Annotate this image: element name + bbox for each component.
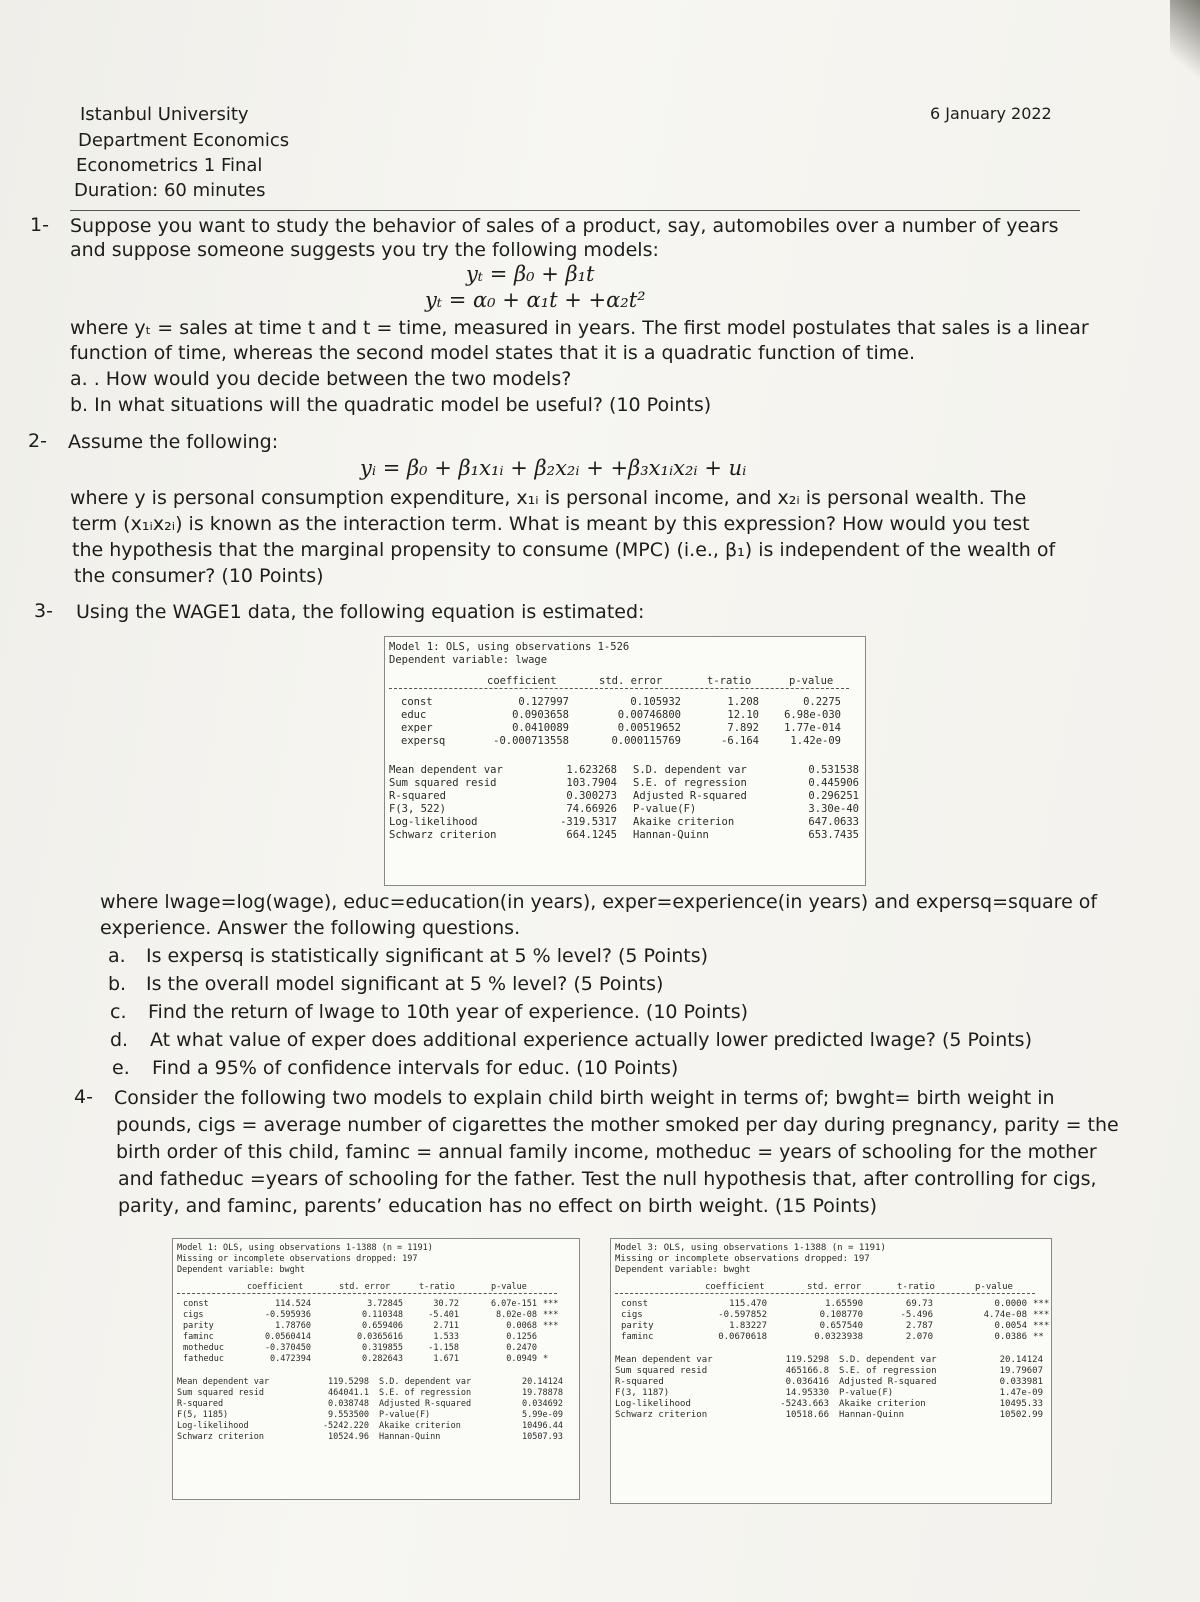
stat-label: P-value(F) [839,1388,894,1398]
std-error-value: 0.319855 [362,1343,403,1353]
stat-value: 10502.99 [999,1410,1043,1420]
t-ratio-header: t-ratio [897,1282,935,1292]
std-error-value: 0.00746800 [617,709,681,721]
stat-label: S.E. of regression [839,1366,937,1376]
stat-label: S.D. dependent var [633,764,747,776]
dependent-variable: Dependent variable: bwght [615,1265,751,1275]
q2-line1: Assume the following: [68,431,279,453]
p-value-value: 0.1256 [506,1332,537,1342]
coefficient-header: coefficient [247,1282,304,1292]
q4-line2: pounds, cigs = average number of cigarettes the mother smoked per day during pregnancy, parity = the [116,1114,1119,1136]
stat-value: 20.14124 [999,1355,1043,1365]
std-error-value: 0.657540 [819,1321,863,1331]
var-name: faminc [621,1332,654,1342]
header-rule [70,210,1080,211]
q4-line4: and fatheduc =years of schooling for the father. Test the null hypothesis that, after controlling for cigs, [118,1168,1097,1190]
q1-equation-linear: yₜ = β₀ + β₁t [466,262,595,286]
var-name: cigs [621,1310,643,1320]
t-ratio-value: 2.787 [905,1321,933,1331]
q1-equation-quadratic: yₜ = α₀ + α₁t + +α₂t² [425,288,646,312]
stat-label: P-value(F) [633,803,697,815]
coefficient-value: 0.0560414 [264,1332,311,1342]
p-value-value: 0.0068 [506,1321,537,1331]
stat-label: F(3, 522) [389,803,446,815]
q1-part-b: b. In what situations will the quadratic model be useful? (10 Points) [70,394,712,416]
stat-value: 20.14124 [522,1377,563,1387]
stat-label: Mean dependent var [389,764,503,776]
var-name: parity [621,1321,654,1331]
t-ratio-value: 1.533 [433,1332,459,1342]
stat-label: Akaike criterion [379,1421,461,1431]
stat-label: F(5, 1185) [177,1410,229,1420]
stat-value: 103.7904 [566,777,617,789]
coefficient-value: 0.0410089 [512,722,569,734]
stat-value: 1.623268 [566,764,617,776]
stat-label: Akaike criterion [839,1399,926,1409]
std-error-value: 0.282643 [362,1354,403,1364]
q3-item-e-text: Find a 95% of confidence intervals for educ. (10 Points) [152,1057,679,1079]
stat-label: S.E. of regression [633,777,747,789]
significance-stars: *** [1033,1310,1050,1320]
stat-value: 14.95330 [785,1388,829,1398]
q1-line2: and suppose someone suggests you try the following models: [70,239,659,261]
var-name: const [621,1299,649,1309]
stat-value: 664.1245 [566,829,617,841]
t-ratio-value: 12.10 [727,709,759,721]
stat-label: Schwarz criterion [389,829,497,841]
stat-value: 653.7435 [808,829,859,841]
p-value-value: 0.0054 [994,1321,1027,1331]
stat-label: Log-likelihood [615,1399,691,1409]
var-name: cigs [183,1310,204,1320]
q1-line4: function of time, whereas the second model states that it is a quadratic function of time. [70,342,915,364]
table-rule [177,1293,557,1294]
t-ratio-value: 2.711 [433,1321,459,1331]
t-ratio-header: t-ratio [707,675,752,687]
coefficient-header: coefficient [705,1282,765,1292]
p-value-value: 0.0386 [994,1332,1027,1342]
q2-line3: term (x₁ᵢx₂ᵢ) is known as the interaction term. What is meant by this expression? How would you test [72,513,1030,535]
stat-label: R-squared [389,790,446,802]
std-error-value: 1.65590 [825,1299,863,1309]
q3-item-d-label: d. [110,1029,129,1051]
p-value-value: 8.02e-08 [496,1310,537,1320]
stat-value: 0.300273 [566,790,617,802]
q3-where-line1: where lwage=log(wage), educ=education(in years), exper=experience(in years) and expersq=square of [100,891,1098,913]
stat-value: 465166.8 [785,1366,829,1376]
p-value-value: 1.77e-014 [784,722,841,734]
stat-value: 647.0633 [808,816,859,828]
q4-line5: parity, and faminc, parents’ education has no effect on birth weight. (15 Points) [118,1195,877,1217]
stat-label: F(3, 1187) [615,1388,670,1398]
university-name: Istanbul University [80,104,249,125]
stat-label: S.E. of regression [379,1388,472,1398]
var-name: expersq [401,735,446,747]
p-value-value: 4.74e-08 [983,1310,1027,1320]
var-name: motheduc [183,1343,224,1353]
var-name: fatheduc [183,1354,224,1364]
model-title: Model 1: OLS, using observations 1-526 [389,641,630,653]
stat-value: 10518.66 [785,1410,829,1420]
significance-stars: *** [1033,1321,1050,1331]
stat-value: 0.038748 [328,1399,369,1409]
significance-stars: *** [543,1310,559,1320]
std-error-header: std. error [599,675,663,687]
q4-line1: Consider the following two models to explain child birth weight in terms of; bwght= birth weight in [114,1087,1055,1109]
stat-label: S.D. dependent var [839,1355,937,1365]
stat-value: -5242.220 [322,1421,369,1431]
exam-duration: Duration: 60 minutes [74,180,266,201]
std-error-value: 0.659406 [362,1321,403,1331]
significance-stars: *** [1033,1299,1050,1309]
significance-stars: *** [543,1299,559,1309]
q1-part-a: a. . How would you decide between the two models? [70,368,572,390]
missing-note: Missing or incomplete observations dropped: 197 [615,1254,870,1264]
significance-stars: * [543,1354,549,1364]
q2-line4: the hypothesis that the marginal propensity to consume (MPC) (i.e., β₁) is independent of the wealth of [72,539,1056,561]
var-name: const [401,696,433,708]
t-ratio-value: 2.070 [905,1332,933,1342]
dependent-variable: Dependent variable: bwght [177,1265,305,1275]
std-error-value: 0.00519652 [617,722,681,734]
stat-label: Hannan-Quinn [633,829,709,841]
coefficient-header: coefficient [487,675,557,687]
stat-value: 10524.96 [328,1432,369,1442]
p-value-value: 0.0949 [506,1354,537,1364]
t-ratio-value: -5.401 [428,1310,459,1320]
q4-model-unrestricted-output [172,1238,580,1500]
coefficient-value: 0.472394 [270,1354,311,1364]
p-value-value: 6.98e-030 [784,709,841,721]
q3-item-d-text: At what value of exper does additional experience actually lower predicted lwage? (5 Points) [150,1029,1032,1051]
std-error-header: std. error [807,1282,862,1292]
t-ratio-value: 1.671 [433,1354,459,1364]
q3-item-a-label: a. [108,945,126,967]
stat-label: Log-likelihood [389,816,478,828]
stat-label: Hannan-Quinn [839,1410,905,1420]
q1-number: 1- [30,214,49,236]
q2-equation: yᵢ = β₀ + β₁x₁ᵢ + β₂x₂ᵢ + +β₃x₁ᵢx₂ᵢ + uᵢ [360,456,747,480]
coefficient-value: -0.370450 [264,1343,311,1353]
p-value-value: 0.2470 [506,1343,537,1353]
var-name: const [183,1299,209,1309]
p-value-value: 6.07e-151 [490,1299,537,1309]
stat-value: 1.47e-09 [999,1388,1043,1398]
stat-label: Sum squared resid [615,1366,708,1376]
std-error-value: 3.72845 [367,1299,403,1309]
t-ratio-value: 30.72 [433,1299,459,1309]
std-error-value: 0.108770 [819,1310,863,1320]
stat-value: 10496.44 [522,1421,563,1431]
p-value-value: 0.0000 [994,1299,1027,1309]
t-ratio-value: -5.496 [900,1310,933,1320]
var-name: educ [401,709,427,721]
std-error-value: 0.0323938 [814,1332,863,1342]
q3-where-line2: experience. Answer the following questions. [100,917,521,939]
coefficient-value: 114.524 [275,1299,311,1309]
std-error-value: 0.000115769 [611,735,681,747]
table-rule [615,1293,1035,1294]
coefficient-value: -0.000713558 [493,735,569,747]
stat-value: 19.78878 [522,1388,563,1398]
stat-label: R-squared [177,1399,224,1409]
t-ratio-value: 69.73 [905,1299,933,1309]
exam-date: 6 January 2022 [930,104,1052,123]
model-title: Model 3: OLS, using observations 1-1388 (n = 1191) [615,1243,886,1253]
missing-note: Missing or incomplete observations dropped: 197 [177,1254,418,1264]
q3-regression-output [384,636,866,886]
q3-item-c-text: Find the return of lwage to 10th year of experience. (10 Points) [148,1001,749,1023]
q3-item-a-text: Is expersq is statistically significant at 5 % level? (5 Points) [146,945,709,967]
stat-label: R-squared [615,1377,664,1387]
q3-item-e-label: e. [112,1057,130,1079]
q3-item-b-label: b. [108,973,127,995]
coefficient-value: 0.127997 [518,696,569,708]
stat-label: Mean dependent var [615,1355,713,1365]
significance-stars: ** [1033,1332,1044,1342]
table-rule [389,688,849,689]
stat-label: S.D. dependent var [379,1377,472,1387]
stat-label: Schwarz criterion [177,1432,264,1442]
stat-value: 0.033981 [999,1377,1043,1387]
stat-value: 3.30e-40 [808,803,859,815]
page-shadow [1170,0,1200,90]
std-error-value: 0.0365616 [356,1332,403,1342]
q2-line5: the consumer? (10 Points) [74,565,324,587]
std-error-value: 0.110348 [362,1310,403,1320]
t-ratio-value: -6.164 [721,735,759,747]
significance-stars: *** [543,1321,559,1331]
stat-value: -5243.663 [780,1399,829,1409]
p-value-value: 1.42e-09 [790,735,841,747]
stat-value: 0.034692 [522,1399,563,1409]
var-name: parity [183,1321,214,1331]
stat-value: 19.79607 [999,1366,1043,1376]
stat-label: P-value(F) [379,1410,431,1420]
p-value-header: p-value [789,675,834,687]
stat-label: Adjusted R-squared [633,790,747,802]
q2-line2: where y is personal consumption expenditure, x₁ᵢ is personal income, and x₂ᵢ is personal wealth. The [70,487,1027,509]
stat-value: 10495.33 [999,1399,1043,1409]
department-name: Department Economics [78,130,290,151]
stat-label: Mean dependent var [177,1377,270,1387]
coefficient-value: 0.0903658 [512,709,569,721]
coefficient-value: -0.595936 [264,1310,311,1320]
stat-value: 9.553500 [328,1410,369,1420]
stat-label: Adjusted R-squared [379,1399,472,1409]
stat-label: Hannan-Quinn [379,1432,441,1442]
coefficient-value: -0.597852 [718,1310,767,1320]
q1-line1: Suppose you want to study the behavior of sales of a product, say, automobiles over a number of years [70,215,1059,237]
coefficient-value: 1.78760 [275,1321,311,1331]
stat-label: Akaike criterion [633,816,735,828]
var-name: faminc [183,1332,214,1342]
std-error-value: 0.105932 [630,696,681,708]
model-title: Model 1: OLS, using observations 1-1388 (n = 1191) [177,1243,433,1253]
dependent-variable: Dependent variable: lwage [389,654,548,666]
q1-line3: where yₜ = sales at time t and t = time, measured in years. The first model postulates that sales is a linear [70,317,1089,339]
q4-number: 4- [74,1086,93,1108]
stat-value: 74.66926 [566,803,617,815]
stat-value: -319.5317 [560,816,617,828]
coefficient-value: 1.83227 [729,1321,767,1331]
q4-line3: birth order of this child, faminc = annual family income, motheduc = years of schooling for the mother [116,1141,1097,1163]
p-value-value: 0.2275 [803,696,841,708]
q3-item-b-text: Is the overall model significant at 5 % level? (5 Points) [146,973,664,995]
stat-value: 119.5298 [328,1377,369,1387]
stat-label: Log-likelihood [177,1421,249,1431]
stat-label: Sum squared resid [177,1388,264,1398]
std-error-header: std. error [339,1282,391,1292]
q3-line1: Using the WAGE1 data, the following equation is estimated: [76,601,645,623]
stat-value: 464041.1 [328,1388,369,1398]
var-name: exper [401,722,433,734]
t-ratio-value: 1.208 [727,696,759,708]
stat-label: Sum squared resid [389,777,497,789]
q3-number: 3- [34,600,53,622]
q3-item-c-label: c. [110,1001,127,1023]
q4-model-restricted-output [610,1238,1052,1504]
p-value-header: p-value [491,1282,527,1292]
p-value-header: p-value [975,1282,1013,1292]
stat-value: 5.99e-09 [522,1410,563,1420]
stat-value: 0.445906 [808,777,859,789]
stat-label: Adjusted R-squared [839,1377,937,1387]
coefficient-value: 115.470 [729,1299,767,1309]
q2-number: 2- [28,430,47,452]
stat-value: 0.036416 [785,1377,829,1387]
stat-value: 0.296251 [808,790,859,802]
t-ratio-value: -1.158 [428,1343,459,1353]
stat-value: 119.5298 [785,1355,829,1365]
t-ratio-value: 7.892 [727,722,759,734]
stat-value: 10507.93 [522,1432,563,1442]
stat-value: 0.531538 [808,764,859,776]
stat-label: Schwarz criterion [615,1410,708,1420]
t-ratio-header: t-ratio [419,1282,455,1292]
course-title: Econometrics 1 Final [76,155,263,176]
coefficient-value: 0.0670618 [718,1332,767,1342]
